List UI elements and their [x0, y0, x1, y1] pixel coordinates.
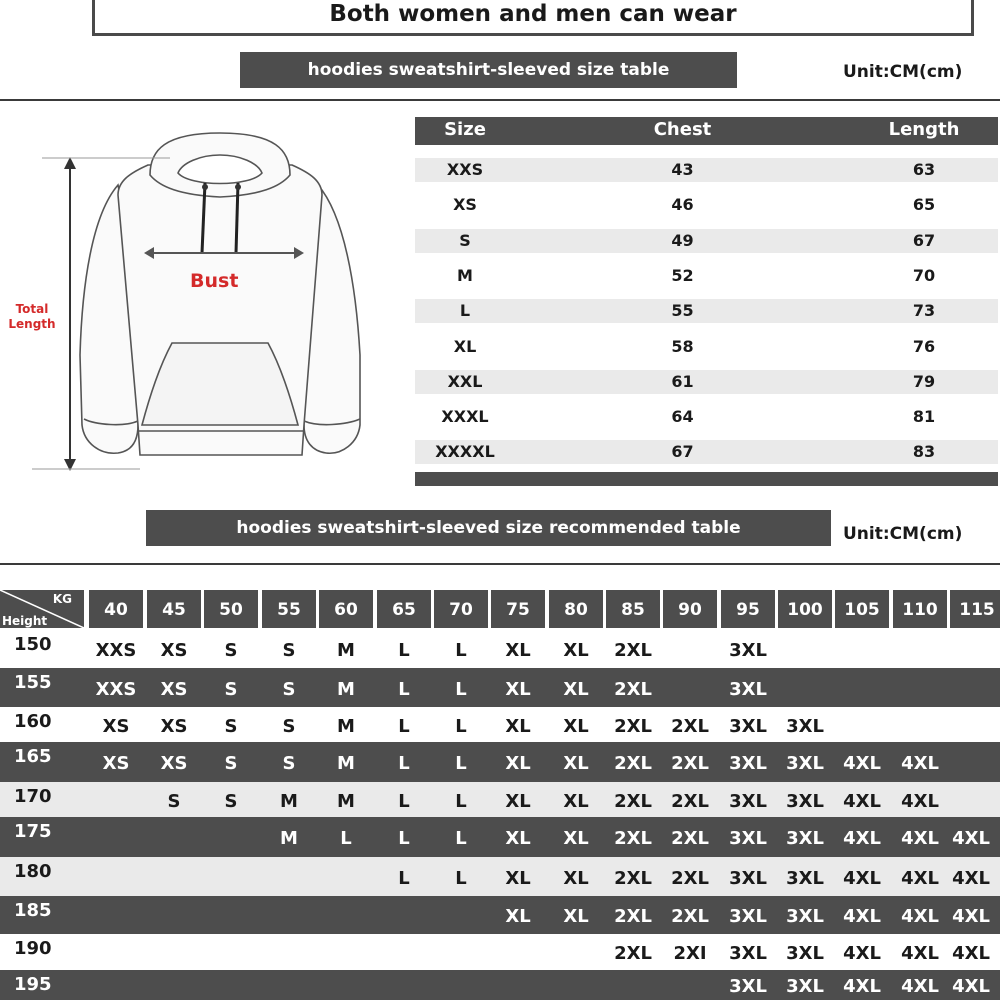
recommended-size-cell: 2XL [614, 753, 652, 774]
recommended-size-cell: 4XL [843, 790, 881, 812]
recommended-size-cell: XL [563, 790, 589, 812]
length-cell: 81 [912, 407, 936, 427]
total-length-line2: Length [8, 317, 56, 331]
rec-table-row [0, 896, 1000, 934]
recommended-size-cell: XL [563, 753, 589, 774]
total-length-line1: Total [15, 302, 49, 316]
recommended-size-cell: 3XL [786, 943, 824, 964]
weight-header-cell: 95 [721, 590, 775, 628]
recommended-size-cell: M [337, 753, 355, 774]
corner-kg-label: KG [52, 592, 72, 606]
recommended-size-cell: 3XL [786, 715, 824, 737]
recommended-size-cell: L [398, 867, 410, 889]
rec-table-corner [0, 590, 84, 628]
recommended-size-cell: 2XL [614, 943, 652, 964]
weight-header-cell: 115 [950, 590, 1000, 628]
recommended-size-cell: S [167, 790, 181, 812]
recommended-size-cell: M [280, 828, 298, 849]
size-cell: XXXXL [435, 442, 495, 462]
bust-label: Bust [190, 270, 239, 292]
weight-header-cell: 60 [319, 590, 373, 628]
recommended-size-cell: S [282, 753, 296, 774]
recommended-size-cell: 4XL [843, 753, 881, 774]
rec-table-row [0, 970, 1000, 1000]
recommended-size-cell: 4XL [952, 943, 990, 964]
recommended-size-cell: XL [563, 715, 589, 737]
recommended-size-cell: XS [160, 753, 188, 774]
size-table-row [415, 229, 998, 253]
recommended-size-cell: 2XL [614, 790, 652, 812]
recommended-size-cell: L [455, 640, 467, 661]
size-table-header [415, 117, 998, 145]
weight-header-cell: 80 [549, 590, 603, 628]
size-table-row [415, 335, 998, 359]
chest-cell: 43 [671, 160, 694, 179]
length-cell: 63 [912, 160, 936, 179]
rec-table-unit: Unit:CM(cm) [843, 524, 963, 544]
size-table-row [415, 405, 998, 429]
recommended-size-cell: 4XL [901, 976, 939, 997]
recommended-size-cell: 3XL [729, 640, 767, 661]
weight-header-cell: 40 [89, 590, 143, 628]
recommended-size-cell: L [455, 828, 467, 849]
recommended-size-cell: 4XL [901, 753, 939, 774]
recommended-size-cell: XL [563, 906, 589, 927]
size-cell: XXS [446, 160, 484, 179]
recommended-size-cell: L [455, 715, 467, 737]
recommended-size-cell: S [224, 715, 238, 737]
height-cell: 170 [14, 786, 52, 807]
recommended-size-cell: 3XL [729, 678, 767, 700]
size-cell: XXL [447, 371, 483, 391]
recommended-size-cell: L [455, 753, 467, 774]
size-cell: S [459, 230, 471, 250]
size-cell: XS [453, 195, 477, 215]
recommended-size-cell: XL [563, 828, 589, 849]
size-table-row [415, 299, 998, 323]
recommended-size-cell: 3XL [729, 715, 767, 737]
recommended-size-cell: 3XL [786, 828, 824, 849]
recommended-size-cell: 3XL [786, 790, 824, 812]
weight-header-cell: 50 [204, 590, 258, 628]
weight-header-cell: 70 [434, 590, 488, 628]
recommended-size-cell: XS [160, 678, 188, 700]
height-cell: 155 [14, 672, 52, 693]
recommended-size-cell: 4XL [952, 906, 990, 927]
recommended-size-cell: 4XL [843, 867, 881, 889]
recommended-size-cell: XL [563, 678, 589, 700]
size-cell: M [457, 265, 473, 285]
recommended-size-cell: 3XL [729, 943, 767, 964]
recommended-size-cell: 4XL [843, 976, 881, 997]
recommended-size-cell: 3XL [786, 976, 824, 997]
chest-cell: 61 [671, 371, 694, 391]
recommended-size-cell: M [337, 790, 355, 812]
recommended-size-cell: 4XL [843, 943, 881, 964]
recommended-size-cell: L [398, 715, 410, 737]
length-cell: 76 [912, 336, 936, 356]
recommended-size-cell: XL [563, 640, 589, 661]
rec-table-row [0, 630, 1000, 668]
height-cell: 150 [14, 634, 52, 655]
size-table-title: hoodies sweatshirt-sleeved size table [240, 52, 737, 88]
recommended-size-cell: S [282, 678, 296, 700]
size-table-row [415, 193, 998, 217]
recommended-size-cell: M [337, 715, 355, 737]
recommended-size-cell: XL [505, 753, 531, 774]
recommended-size-cell: XL [505, 640, 531, 661]
banner-title: Both women and men can wear [92, 0, 974, 36]
recommended-size-cell: 4XL [901, 790, 939, 812]
size-cell: L [459, 301, 471, 321]
recommended-size-cell: L [455, 678, 467, 700]
height-cell: 195 [14, 974, 52, 995]
recommended-size-cell: 4XL [843, 906, 881, 927]
size-table-unit: Unit:CM(cm) [843, 62, 963, 82]
recommended-size-cell: 2XL [671, 906, 709, 927]
weight-header-cell: 45 [147, 590, 201, 628]
weight-header-cell: 90 [663, 590, 717, 628]
total-length-label [4, 302, 60, 332]
size-table-footer-bar [415, 472, 998, 486]
recommended-size-cell: XXS [95, 678, 137, 700]
weight-header-cell: 110 [893, 590, 947, 628]
height-cell: 165 [14, 746, 52, 767]
recommended-size-cell: S [224, 790, 238, 812]
size-header: Size [444, 119, 486, 140]
recommended-size-cell: 2XL [671, 790, 709, 812]
recommended-size-cell: M [337, 678, 355, 700]
recommended-size-cell: 2XL [671, 867, 709, 889]
chest-cell: 46 [671, 195, 694, 215]
recommended-size-cell: 4XL [843, 828, 881, 849]
recommended-size-cell: XS [160, 640, 188, 661]
recommended-size-cell: 2XI [673, 943, 707, 964]
recommended-size-cell: 4XL [901, 906, 939, 927]
weight-header-cell: 65 [377, 590, 431, 628]
height-cell: 185 [14, 900, 52, 921]
rec-table-row [0, 857, 1000, 896]
recommended-size-cell: 2XL [614, 828, 652, 849]
recommended-size-cell: 3XL [729, 906, 767, 927]
rec-table-row [0, 782, 1000, 817]
recommended-size-cell: L [398, 828, 410, 849]
recommended-size-cell: 3XL [729, 753, 767, 774]
length-cell: 67 [912, 230, 936, 250]
length-cell: 83 [912, 442, 936, 462]
recommended-size-cell: XL [563, 867, 589, 889]
recommended-size-cell: XL [505, 678, 531, 700]
recommended-size-cell: 4XL [952, 828, 990, 849]
length-cell: 65 [912, 195, 936, 215]
recommended-size-cell: L [398, 790, 410, 812]
recommended-size-cell: 4XL [901, 828, 939, 849]
recommended-size-cell: 3XL [729, 790, 767, 812]
length-cell: 70 [912, 265, 936, 285]
recommended-size-cell: S [224, 753, 238, 774]
recommended-size-cell: XL [505, 867, 531, 889]
divider-bottom [0, 563, 1000, 565]
recommended-size-cell: L [455, 867, 467, 889]
rec-table-row [0, 668, 1000, 707]
recommended-size-cell: S [224, 640, 238, 661]
height-cell: 175 [14, 821, 52, 842]
hoodie-illustration [0, 125, 400, 485]
recommended-size-cell: L [398, 753, 410, 774]
recommended-size-cell: S [224, 678, 238, 700]
size-cell: XXXL [441, 407, 489, 427]
recommended-size-cell: 4XL [901, 943, 939, 964]
weight-header-cell: 105 [835, 590, 889, 628]
divider-top [0, 99, 1000, 101]
recommended-size-cell: XL [505, 828, 531, 849]
size-cell: XL [453, 336, 477, 356]
rec-table-row [0, 817, 1000, 857]
chest-cell: 55 [671, 301, 694, 321]
recommended-size-cell: XS [102, 753, 130, 774]
recommended-size-cell: XL [505, 906, 531, 927]
recommended-size-cell: 2XL [671, 828, 709, 849]
recommended-size-cell: 2XL [671, 753, 709, 774]
recommended-size-cell: XXS [95, 640, 137, 661]
recommended-size-cell: 2XL [671, 715, 709, 737]
recommended-size-cell: L [455, 790, 467, 812]
chest-cell: 52 [671, 265, 694, 285]
recommended-size-cell: 3XL [729, 867, 767, 889]
weight-header-cell: 100 [778, 590, 832, 628]
recommended-size-cell: XL [505, 715, 531, 737]
chest-cell: 49 [671, 230, 694, 250]
length-header: Length [888, 119, 960, 140]
recommended-size-cell: 4XL [901, 867, 939, 889]
recommended-size-cell: 3XL [786, 753, 824, 774]
height-cell: 160 [14, 711, 52, 732]
chest-cell: 58 [671, 336, 694, 356]
corner-height-label: Height [2, 614, 48, 628]
chest-cell: 67 [671, 442, 694, 462]
recommended-size-cell: 2XL [614, 906, 652, 927]
height-cell: 190 [14, 938, 52, 959]
recommended-size-cell: 2XL [614, 715, 652, 737]
weight-header-cell: 55 [262, 590, 316, 628]
rec-table-row [0, 742, 1000, 782]
recommended-size-cell: 2XL [614, 678, 652, 700]
recommended-size-cell: XS [102, 715, 130, 737]
length-cell: 79 [912, 371, 936, 391]
recommended-size-cell: 3XL [786, 867, 824, 889]
recommended-size-cell: 3XL [729, 828, 767, 849]
recommended-size-cell: M [337, 640, 355, 661]
weight-header-cell: 75 [491, 590, 545, 628]
rec-table-row [0, 707, 1000, 742]
recommended-size-cell: 4XL [952, 867, 990, 889]
rec-table-title: hoodies sweatshirt-sleeved size recommended table [146, 510, 831, 546]
chest-cell: 64 [671, 407, 694, 427]
length-cell: 73 [912, 301, 936, 321]
recommended-size-cell: 4XL [952, 976, 990, 997]
height-cell: 180 [14, 861, 52, 882]
size-table-row [415, 158, 998, 182]
recommended-size-cell: 2XL [614, 640, 652, 661]
recommended-size-cell: L [398, 678, 410, 700]
size-table-row [415, 370, 998, 394]
size-table-row [415, 264, 998, 288]
recommended-size-cell: M [280, 790, 298, 812]
weight-header-cell: 85 [606, 590, 660, 628]
chest-header: Chest [653, 119, 712, 140]
size-table-row [415, 440, 998, 464]
recommended-size-cell: XS [160, 715, 188, 737]
recommended-size-cell: L [398, 640, 410, 661]
recommended-size-cell: XL [505, 790, 531, 812]
rec-table-row [0, 934, 1000, 970]
recommended-size-cell: 2XL [614, 867, 652, 889]
recommended-size-cell: 3XL [729, 976, 767, 997]
recommended-size-cell: S [282, 715, 296, 737]
recommended-size-cell: S [282, 640, 296, 661]
recommended-size-cell: L [340, 828, 352, 849]
recommended-size-cell: 3XL [786, 906, 824, 927]
